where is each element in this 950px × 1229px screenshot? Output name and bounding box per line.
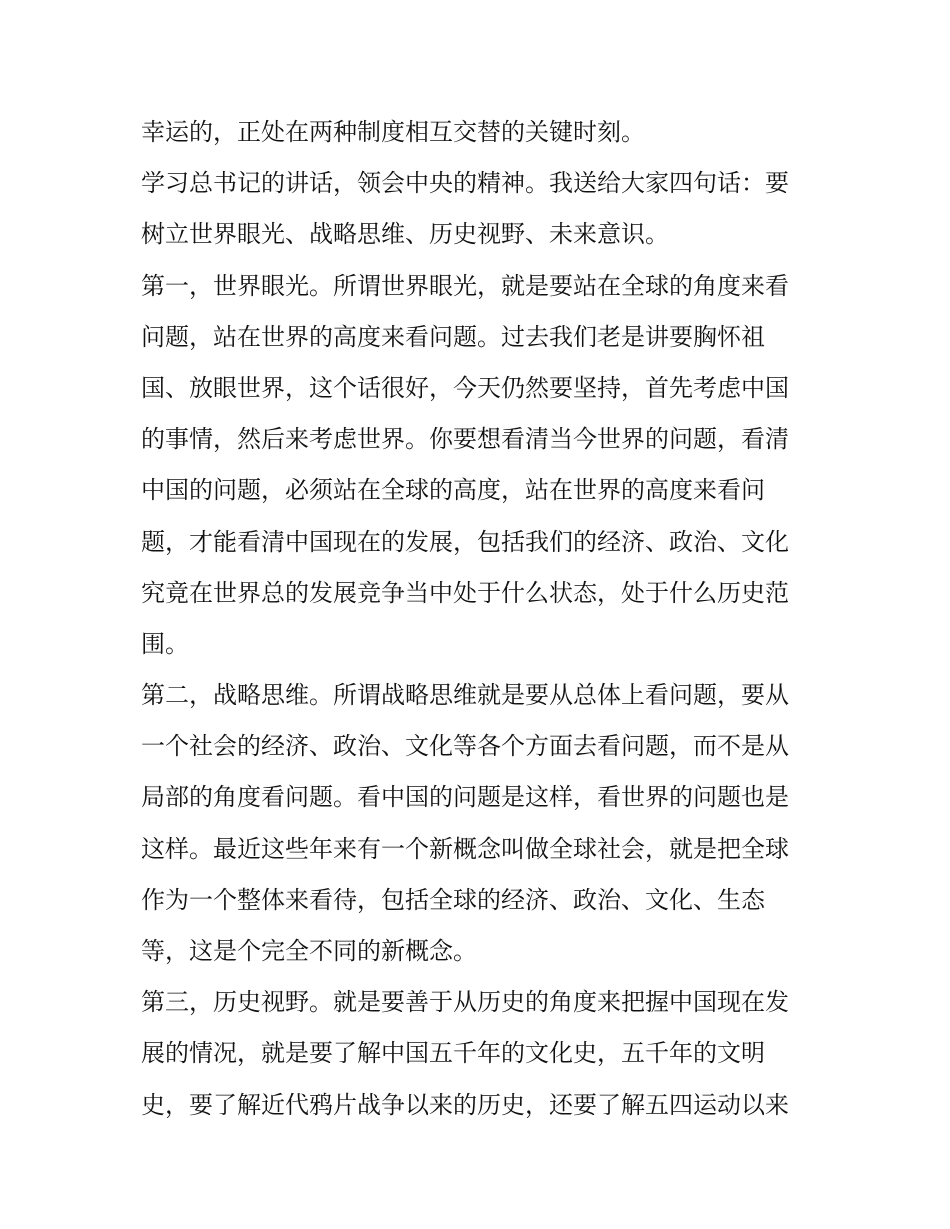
text-line: 展的情况，就是要了解中国五千年的文化史，五千年的文明 [141, 1039, 765, 1068]
text-line: 究竟在世界总的发展竞争当中处于什么状态，处于什么历史范 [141, 578, 789, 607]
text-line: 学习总书记的讲话，领会中央的精神。我送给大家四句话：要 [141, 169, 789, 198]
text-line: 作为一个整体来看待，包括全球的经济、政治、文化、生态 [141, 885, 765, 914]
text-line: 第三，历史视野。就是要善于从历史的角度来把握中国现在发 [141, 988, 789, 1017]
text-line: 第一，世界眼光。所谓世界眼光，就是要站在全球的角度来看 [141, 271, 789, 300]
text-line: 中国的问题，必须站在全球的高度，站在世界的高度来看问 [141, 476, 765, 505]
text-line: 史，要了解近代鸦片战争以来的历史，还要了解五四运动以来 [141, 1090, 789, 1119]
text-line: 题，才能看清中国现在的发展，包括我们的经济、政治、文化 [141, 527, 789, 556]
text-line: 等，这是个完全不同的新概念。 [141, 937, 477, 965]
text-line: 这样。最近这些年来有一个新概念叫做全球社会，就是把全球 [141, 834, 789, 863]
text-line: 树立世界眼光、战略思维、历史视野、未来意识。 [141, 220, 669, 249]
text-line: 问题，站在世界的高度来看问题。过去我们老是讲要胸怀祖 [141, 322, 765, 351]
text-line: 局部的角度看问题。看中国的问题是这样，看世界的问题也是 [141, 783, 789, 812]
text-line: 的事情，然后来考虑世界。你要想看清当今世界的问题，看清 [141, 425, 789, 454]
text-line: 围。 [141, 629, 189, 658]
text-line: 幸运的，正处在两种制度相互交替的关键时刻。 [141, 118, 645, 146]
text-line: 一个社会的经济、政治、文化等各个方面去看问题，而不是从 [141, 732, 789, 761]
text-line: 国、放眼世界，这个话很好，今天仍然要坚持，首先考虑中国 [141, 373, 789, 402]
text-line: 第二，战略思维。所谓战略思维就是要从总体上看问题，要从 [141, 681, 789, 710]
document-body [141, 107, 821, 1131]
